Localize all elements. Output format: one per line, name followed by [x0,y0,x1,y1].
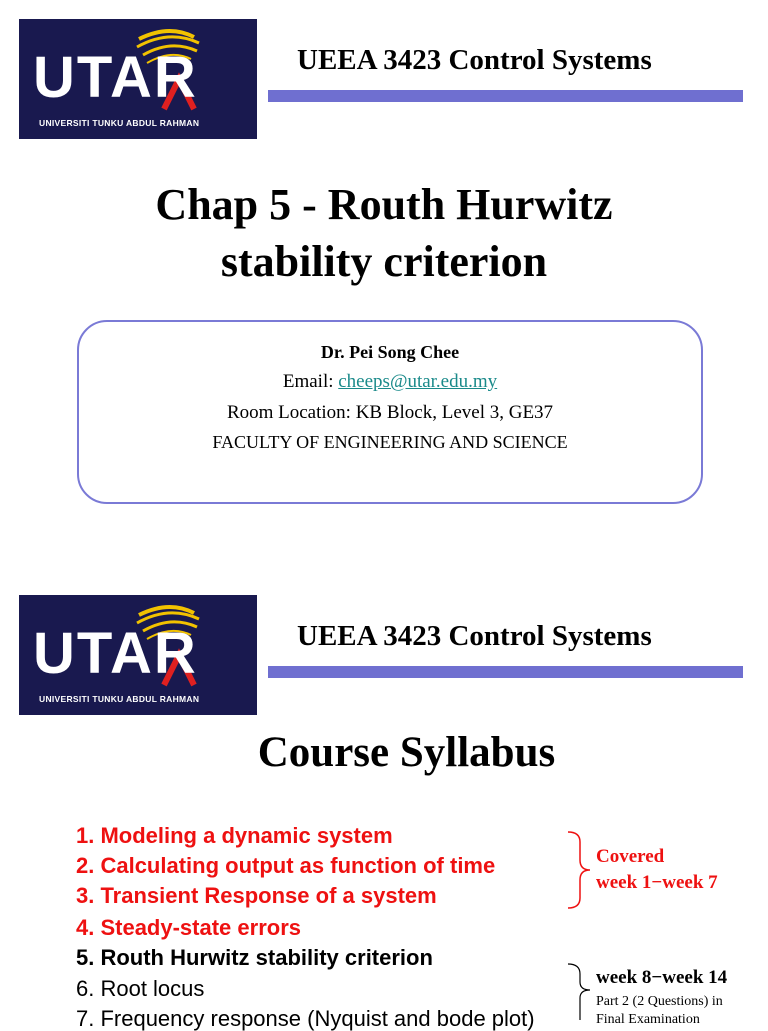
covered-brace-icon [566,830,596,1024]
utar-logo [19,19,257,139]
syllabus-topic: 3. Transient Response of a system [76,883,437,908]
logo-wordmark: UTAR [33,621,198,686]
chapter-title [0,176,768,290]
exam-note-line2: Final Examination [596,1012,700,1027]
utar-logo [19,595,257,715]
email-link[interactable]: cheeps@utar.edu.my [338,371,498,392]
covered-label: Covered [596,846,665,867]
exam-note-line1: Part 2 (2 Questions) in [596,994,723,1009]
syllabus-slide [0,576,768,1031]
title-accent-bar [268,666,743,678]
syllabus-topic: 7. Frequency response (Nyquist and bode plot) [76,1006,535,1031]
room-location: Room Location: KB Block, Level 3, GE37 [226,402,554,423]
faculty-name: FACULTY OF ENGINEERING AND SCIENCE [212,432,568,452]
syllabus-title: Course Syllabus [257,729,556,776]
logo-wordmark: UTAR [33,45,198,110]
lecturer-name: Dr. Pei Song Chee [320,342,460,362]
logo-subtitle: UNIVERSITI TUNKU ABDUL RAHMAN [39,118,200,128]
title-accent-bar [268,90,743,102]
covered-weeks: week 1−week 7 [596,872,718,893]
lecturer-info-box [77,320,703,504]
syllabus-topic: 5. Routh Hurwitz stability criterion [76,945,433,970]
syllabus-topic: 2. Calculating output as function of time [76,853,496,878]
logo-subtitle: UNIVERSITI TUNKU ABDUL RAHMAN [39,694,200,704]
syllabus-topic: 6. Root locus [76,976,205,1001]
syllabus-topic: 1. Modeling a dynamic system [76,823,393,848]
course-title: UEEA 3423 Control Systems [297,620,652,652]
course-title: UEEA 3423 Control Systems [297,44,652,76]
chapter-title-line1: Chap 5 - Routh Hurwitz [155,180,613,229]
syllabus-topic: 4. Steady-state errors [76,915,301,940]
chapter-title-line2: stability criterion [220,237,548,286]
email-line [79,371,701,393]
covered-note [596,844,718,896]
email-label: Email: [282,371,339,392]
later-weeks: week 8−week 14 [596,967,728,988]
